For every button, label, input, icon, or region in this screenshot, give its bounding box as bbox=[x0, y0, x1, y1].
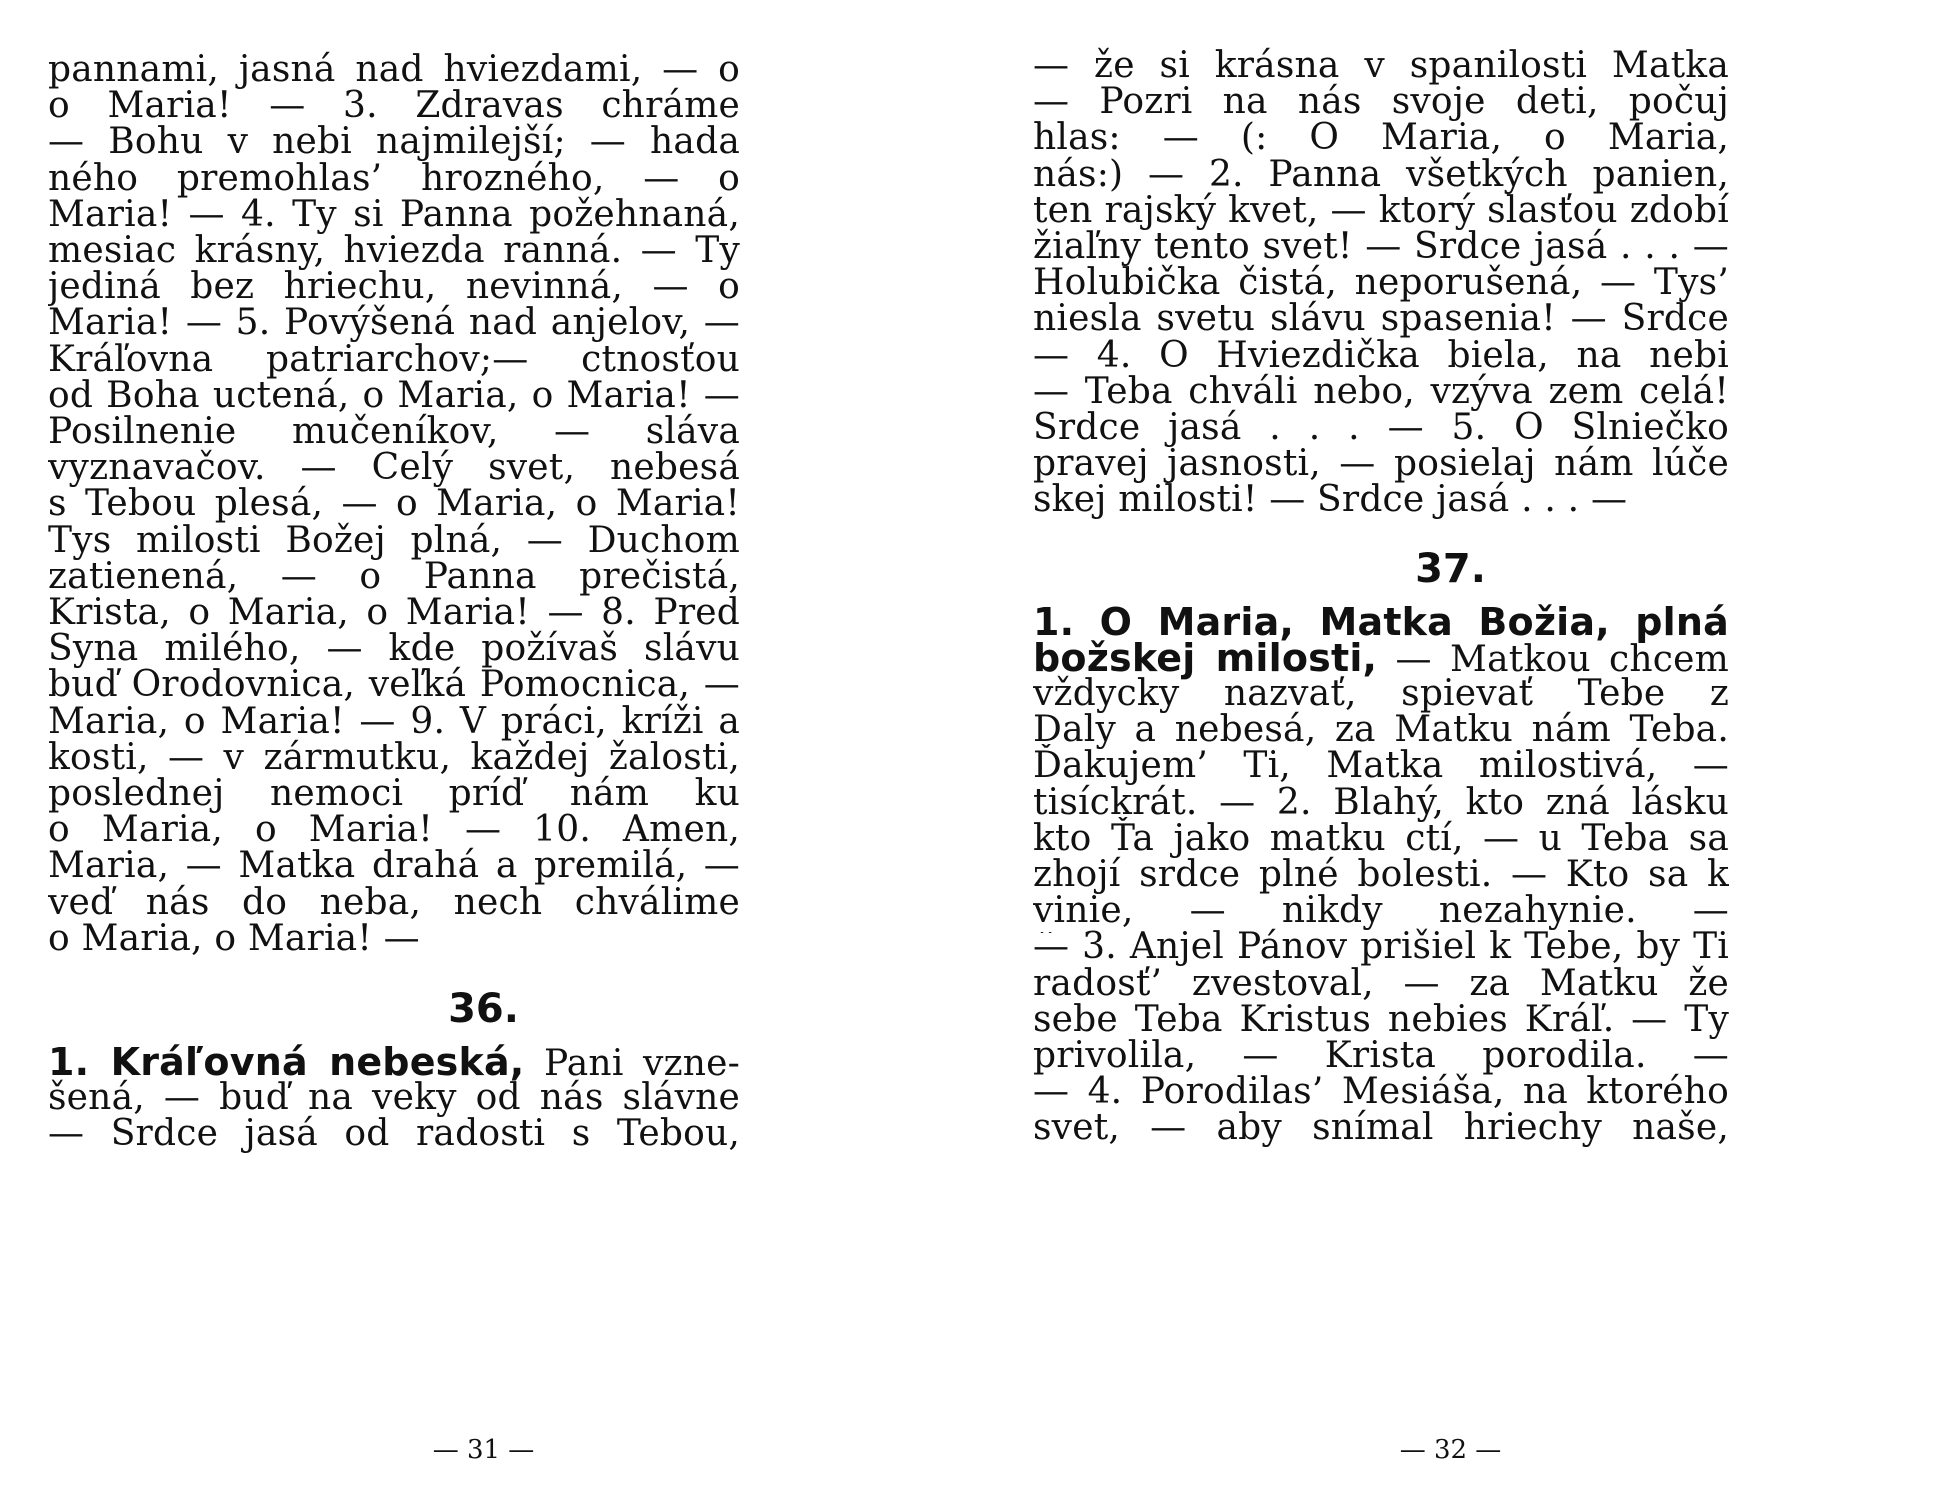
text-line: jediná bez hriechu, nevinná, — o bbox=[48, 266, 740, 308]
text-line: Daly a nebesá, za Matku nám Teba. bbox=[1033, 709, 1729, 751]
text-line: tisíckrát. — 2. Blahý, kto zná lásku bbox=[1033, 781, 1729, 823]
right-page bbox=[967, 0, 1934, 1500]
hymn-number-36: 36. bbox=[448, 986, 519, 1032]
text-line: poslednej nemoci príď nám ku bbox=[48, 773, 740, 814]
text-line: zhojí srdce plné bolesti. — Kto sa k bbox=[1033, 854, 1729, 895]
text-line: Maria! — 4. Ty si Panna požehnaná, bbox=[48, 193, 740, 235]
text-line: hlas: — (: O Maria, o Maria, bbox=[1033, 117, 1729, 159]
hymn-number-37: 37. bbox=[1415, 546, 1486, 592]
text-line: od Boha uctená, o Maria, o Maria! — bbox=[48, 374, 740, 416]
text-line: pravej jasnosti, — posielaj nám lúče bbox=[1033, 443, 1729, 485]
section-lead-line-1: 1. O Maria, Matka Božia, plná bbox=[1033, 600, 1729, 644]
text-line: Maria, o Maria! — 9. V práci, kríži a bbox=[48, 700, 740, 742]
text-line: niesla svetu slávu spasenia! — Srdce bbox=[1033, 298, 1729, 340]
text-line: radosť’ zvestoval, — za Matku že bbox=[1033, 962, 1729, 1004]
text-line: Srdce jasá . . . — 5. O Slniečko bbox=[1033, 407, 1729, 448]
text-line: šená, — buď na veky od nás slávne bbox=[48, 1077, 740, 1118]
text-line: nás:) — 2. Panna všetkých panien, bbox=[1033, 153, 1729, 195]
text-line: Krista, o Maria, o Maria! — 8. Pred bbox=[48, 592, 740, 633]
text-line: kosti, — v zármutku, každej žalosti, bbox=[48, 736, 740, 778]
text-line: o Maria, o Maria! — bbox=[48, 917, 420, 959]
text-line: o Maria! — 3. Zdravas chráme bbox=[48, 85, 740, 127]
text-line: kto Ťa jako matku ctí, — u Teba sa bbox=[1033, 817, 1729, 859]
text-line: Maria! — 5. Povýšená nad anjelov, — bbox=[48, 302, 740, 344]
section-lead: 1. Kráľovná nebeská, bbox=[48, 1040, 525, 1084]
page-number-right: — 32 — bbox=[1399, 1435, 1502, 1465]
text-line: skej milosti! — Srdce jasá . . . — bbox=[1033, 479, 1628, 521]
text-line: — Srdce jasá od radosti s Tebou, bbox=[48, 1113, 740, 1155]
text-line: zatienená, — o Panna prečistá, bbox=[48, 555, 740, 597]
text-line: — 3. Anjel Pánov prišiel k Tebe, by Ti bbox=[1033, 926, 1729, 968]
text-line: — Bohu v nebi najmilejší; — hada bbox=[48, 121, 740, 163]
text-line: Maria, — Matka drahá a premilá, — bbox=[48, 845, 740, 887]
text-line: buď Orodovnica, veľká Pomocnica, — bbox=[48, 664, 740, 706]
text-line: vyznavačov. — Celý svet, nebesá bbox=[48, 447, 740, 489]
section-lead: božskej milosti, bbox=[1033, 636, 1378, 680]
text-line: Syna milého, — kde požívaš slávu bbox=[48, 628, 740, 670]
text-line: o Maria, o Maria! — 10. Amen, bbox=[48, 809, 740, 851]
section-first-rest: — Matkou chcem bbox=[1395, 639, 1729, 680]
section-first-rest: Pani vzne- bbox=[543, 1043, 740, 1084]
text-line: ten rajský kvet, — ktorý slasťou zdobí bbox=[1033, 189, 1729, 231]
text-line: — 4. Porodilas’ Mesiáša, na ktorého bbox=[1033, 1071, 1729, 1113]
text-line: vinie, — nikdy nezahynie. — bbox=[1033, 890, 1729, 932]
text-line: Ďakujem’ Ti, Matka milostivá, — bbox=[1033, 745, 1729, 787]
text-line: Posilnenie mučeníkov, — sláva bbox=[48, 411, 740, 452]
text-line: veď nás do neba, nech chválime bbox=[48, 881, 740, 923]
text-line: — Teba chváli nebo, vzýva zem celá! bbox=[1033, 370, 1729, 412]
text-line: — 4. O Hviezdička biela, na nebi bbox=[1033, 334, 1729, 376]
text-line: Kráľovna patriarchov;— ctnosťou bbox=[48, 338, 740, 380]
text-line: Tys milosti Božej plná, — Duchom bbox=[48, 519, 740, 561]
text-line: žiaľny tento svet! — Srdce jasá . . . — bbox=[1033, 226, 1729, 267]
text-line: ného premohlas’ hrozného, — o bbox=[48, 157, 740, 199]
text-line: sebe Teba Kristus nebies Kráľ. — Ty bbox=[1033, 998, 1729, 1040]
text-line: vždycky nazvať, spievať Tebe z bbox=[1033, 673, 1729, 714]
text-line: — Pozri na nás svoje deti, počuj bbox=[1033, 81, 1729, 123]
text-line: — že si krásna v spanilosti Matka bbox=[1033, 45, 1729, 86]
text-line: s Tebou plesá, — o Maria, o Maria! bbox=[48, 483, 740, 525]
page-number-left: — 31 — bbox=[432, 1435, 535, 1465]
text-line: pannami, jasná nad hviezdami, — o bbox=[48, 49, 740, 90]
text-line: mesiac krásny, hviezda ranná. — Ty bbox=[48, 230, 740, 271]
text-line: svet, — aby snímal hriechy naše, bbox=[1033, 1107, 1729, 1149]
text-line: Holubička čistá, neporušená, — Tys’ bbox=[1033, 262, 1729, 304]
text-line: privolila, — Krista porodila. — bbox=[1033, 1035, 1729, 1076]
